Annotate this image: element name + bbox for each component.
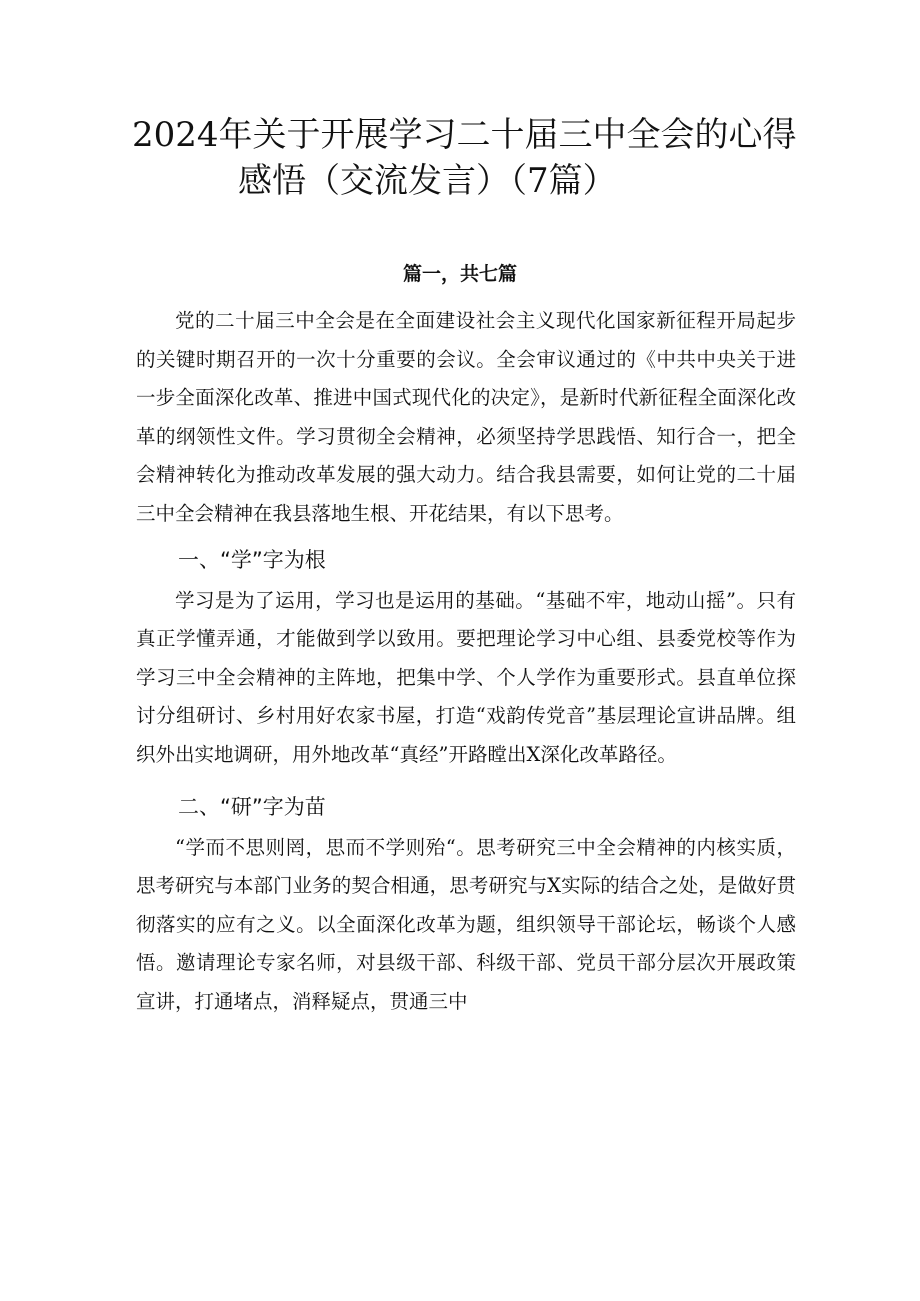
heading-learn: 一、“学”字为根 bbox=[178, 547, 326, 572]
document-title bbox=[130, 112, 810, 204]
paragraph-learn: 学习是为了运用，学习也是运用的基础。“基础不牢，地动山摇”。只有真正学懂弄通，才能做到学以致用。要把理论学习中心组、县委党校等作为学习三中全会精神的主阵地，把集中学、个人学作为重要形式。县直单位探讨分组研讨、乡村用好农家书屋，打造“戏韵传党音”基层理论宣讲品牌。组织外出实地调研，用外地改革“真经”开路瞠出X深化改革路径。 bbox=[136, 588, 796, 766]
paragraph-intro: 党的二十届三中全会是在全面建设社会主义现代化国家新征程开局起步的关键时期召开的一次十分重要的会议。全会审议通过的《中共中央关于进一步全面深化改革、推进中国式现代化的决定》，是新时代新征程全面深化改革的纲领性文件。学习贯彻全会精神，必须坚持学思践悟、知行合一，把全会精神转化为推动改革发展的强大动力。结合我县需要，如何让党的二十届三中全会精神在我县落地生根、开花结果，有以下思考。 bbox=[136, 309, 796, 525]
title-line-1: 2024年关于开展学习二十届三中全会的心得 bbox=[132, 115, 797, 155]
section-label: 篇一，共七篇 bbox=[402, 263, 517, 285]
paragraph-research: “学而不思则罔，思而不学则殆“。思考研究三中全会精神的内核实质，思考研究与本部门业务的契合相通，思考研究与X实际的结合之处，是做好贯彻落实的应有之义。以全面深化改革为题，组织领导干部论坛，畅谈个人感悟。邀请理论专家名师，对县级干部、科级干部、党员干部分层次开展政策宣讲，打通堵点，消释疑点，贯通三中 bbox=[136, 835, 796, 1013]
heading-research: 二、“研”字为苗 bbox=[178, 794, 326, 819]
document-body bbox=[136, 302, 796, 1022]
title-line-2: 感悟（交流发言）（7篇） bbox=[238, 161, 617, 201]
